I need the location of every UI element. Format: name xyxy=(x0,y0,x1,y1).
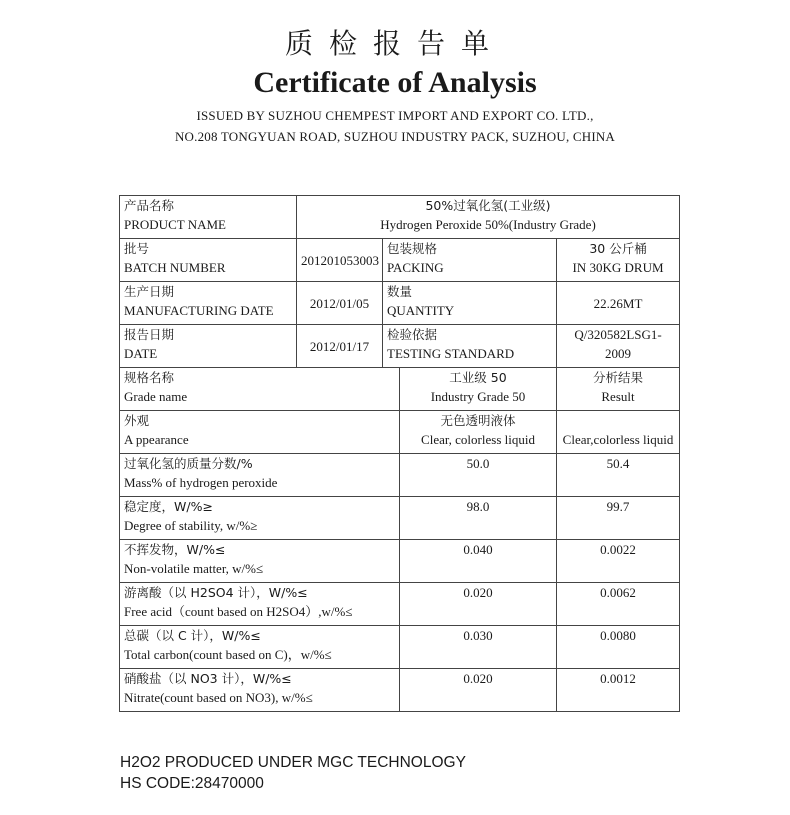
parameter-name-cn: 游离酸（以 H2SO4 计），W/%≤ xyxy=(124,585,308,600)
issuer-line-1: ISSUED BY SUZHOU CHEMPEST IMPORT AND EXPORT CO. LTD., xyxy=(196,108,594,123)
date-label-cell xyxy=(120,325,297,368)
batch-label-cn: 批号 xyxy=(124,241,150,256)
product-label-cell xyxy=(120,196,297,239)
parameter-name-cn: 硝酸盐（以 NO3 计），W/%≤ xyxy=(124,671,292,686)
parameter-cell xyxy=(120,497,400,540)
qty-label-en: QUANTITY xyxy=(387,303,455,318)
std-label-en: TESTING STANDARD xyxy=(387,346,515,361)
parameter-name-en: Mass% of hydrogen peroxide xyxy=(124,475,278,490)
parameter-name-en: Free acid（count based on H2SO4）,w/%≤ xyxy=(124,604,353,619)
qty-label-cn: 数量 xyxy=(387,284,413,299)
packing-value-cn: 30 公斤桶 xyxy=(589,241,647,256)
packing-value-cell xyxy=(557,239,680,282)
date-row xyxy=(120,325,680,368)
parameter-name-en: Nitrate(count based on NO3), w/%≤ xyxy=(124,690,313,705)
analysis-table xyxy=(119,195,680,712)
parameter-cell xyxy=(120,669,400,712)
packing-label-cn: 包装规格 xyxy=(387,241,438,256)
result-cn: 分析结果 xyxy=(593,370,644,385)
table-row xyxy=(120,583,680,626)
result-value: 0.0022 xyxy=(557,540,680,583)
std-value-line-1: Q/320582LSG1- xyxy=(574,327,662,342)
result-header xyxy=(557,368,680,411)
grade-name-header xyxy=(120,368,400,411)
industry-grade-cn: 工业级 50 xyxy=(449,370,507,385)
product-label-cn: 产品名称 xyxy=(124,198,175,213)
product-value-cn: 50%过氧化氢(工业级) xyxy=(425,198,551,213)
std-label-cn: 检验依据 xyxy=(387,327,438,342)
parameter-name-cn: 总碳（以 C 计），W/%≤ xyxy=(124,628,261,643)
table-row xyxy=(120,411,680,454)
spec-value: 0.020 xyxy=(400,669,557,712)
spec-value: 0.040 xyxy=(400,540,557,583)
spec-value-cn: 无色透明液体 xyxy=(440,413,516,428)
date-value: 2012/01/17 xyxy=(297,325,383,368)
grade-name-cn: 规格名称 xyxy=(124,370,175,385)
parameter-cell xyxy=(120,411,400,454)
parameter-name-cn: 稳定度，W/%≥ xyxy=(124,499,213,514)
parameter-name-cn: 过氧化氢的质量分数/% xyxy=(124,456,253,471)
spec-header-row xyxy=(120,368,680,411)
result-cell xyxy=(557,411,680,454)
mfg-label-en: MANUFACTURING DATE xyxy=(124,303,274,318)
table-row xyxy=(120,540,680,583)
date-label-en: DATE xyxy=(124,346,158,361)
result-value: 50.4 xyxy=(557,454,680,497)
table-row xyxy=(120,669,680,712)
batch-row xyxy=(120,239,680,282)
parameter-cell xyxy=(120,583,400,626)
parameter-name-cn: 外观 xyxy=(124,413,150,428)
parameter-name-en: A ppearance xyxy=(124,432,189,447)
result-value: 0.0062 xyxy=(557,583,680,626)
hs-code: HS CODE:28470000 xyxy=(120,775,264,792)
industry-grade-en: Industry Grade 50 xyxy=(430,389,526,404)
result-value: 99.7 xyxy=(557,497,680,540)
grade-name-en: Grade name xyxy=(124,389,188,404)
spec-value: 0.020 xyxy=(400,583,557,626)
parameter-name-en: Non-volatile matter, w/%≤ xyxy=(124,561,264,576)
table-row xyxy=(120,497,680,540)
qty-label-cell xyxy=(383,282,557,325)
mfg-label-cell xyxy=(120,282,297,325)
product-label-en: PRODUCT NAME xyxy=(124,217,226,232)
parameter-cell xyxy=(120,540,400,583)
table-row xyxy=(120,454,680,497)
std-label-cell xyxy=(383,325,557,368)
technology-note: H2O2 PRODUCED UNDER MGC TECHNOLOGY xyxy=(120,754,466,771)
mfg-value: 2012/01/05 xyxy=(297,282,383,325)
packing-value-en: IN 30KG DRUM xyxy=(572,260,664,275)
manufacturing-row xyxy=(120,282,680,325)
industry-grade-header xyxy=(400,368,557,411)
parameter-cell xyxy=(120,454,400,497)
product-row xyxy=(120,196,680,239)
parameter-cell xyxy=(120,626,400,669)
spec-value: Clear, colorless liquid xyxy=(421,432,535,447)
qty-value: 22.26MT xyxy=(557,282,680,325)
parameter-name-en: Total carbon(count based on C)，w/%≤ xyxy=(124,647,332,662)
date-label-cn: 报告日期 xyxy=(124,327,175,342)
spec-cell xyxy=(400,411,557,454)
packing-label-en: PACKING xyxy=(387,260,444,275)
batch-label-cell xyxy=(120,239,297,282)
batch-value: 201201053003 xyxy=(297,239,383,282)
parameter-name-cn: 不挥发物，W/%≤ xyxy=(124,542,226,557)
mfg-label-cn: 生产日期 xyxy=(124,284,175,299)
product-value-cell xyxy=(297,196,680,239)
result-en: Result xyxy=(601,389,635,404)
batch-label-en: BATCH NUMBER xyxy=(124,260,226,275)
packing-label-cell xyxy=(383,239,557,282)
result-value: 0.0012 xyxy=(557,669,680,712)
product-value-en: Hydrogen Peroxide 50%(Industry Grade) xyxy=(380,217,596,232)
spec-value: 50.0 xyxy=(400,454,557,497)
std-value-cell xyxy=(557,325,680,368)
result-value: Clear,colorless liquid xyxy=(562,432,674,447)
std-value-line-2: 2009 xyxy=(605,346,632,361)
document-title: Certificate of Analysis xyxy=(253,66,537,99)
result-value: 0.0080 xyxy=(557,626,680,669)
document-title-chinese: 质检报告单 xyxy=(284,27,505,60)
spec-value: 98.0 xyxy=(400,497,557,540)
spec-value: 0.030 xyxy=(400,626,557,669)
table-row xyxy=(120,626,680,669)
issuer-line-2: NO.208 TONGYUAN ROAD, SUZHOU INDUSTRY PACK, SUZHOU, CHINA xyxy=(174,129,616,144)
parameter-name-en: Degree of stability, w/%≥ xyxy=(124,518,258,533)
